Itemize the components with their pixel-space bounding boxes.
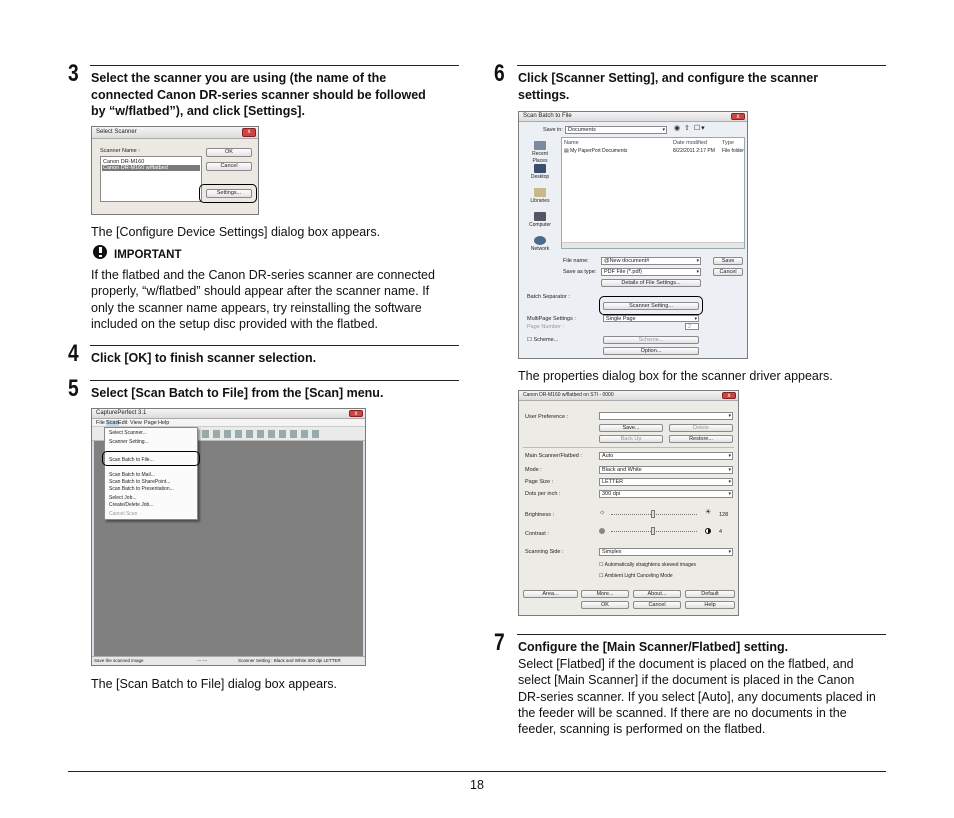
menu-item-scan-batch-to-sharepoint[interactable]: Scan Batch to SharePoint... <box>109 479 171 485</box>
scanning-side-select[interactable]: Simplex ▾ <box>599 548 733 556</box>
step-6-number: 6 <box>494 60 505 87</box>
step-5-heading: Select [Scan Batch to File] from the [Scan] menu. <box>91 386 384 400</box>
scanner-setting-highlight <box>599 296 703 315</box>
step-7-number: 7 <box>494 629 505 656</box>
menu-file[interactable]: File <box>96 420 105 426</box>
file-name-input[interactable]: @New document# ▾ <box>601 257 701 265</box>
scanner-list-item-selected: Canon DR-M160 w/flatbed <box>102 165 200 171</box>
captureperfect-screenshot: CapturePerfect 3.1 x File Scan Edit View Page Help Select Scanner... Scanner Setting... Scan Batch to File... Scan Batch to Mail... Scan Batch to SharePoint... Scan Batch to Presentation... Select Job... Create/Delete Job... Cancel Scan Save the scanned image --- --- Scanner Setting : Black and White 300 dpi LETTER <box>91 408 366 666</box>
mode-select[interactable]: Black and White ▾ <box>599 466 733 474</box>
brightness-high-icon: ☀ <box>705 509 712 516</box>
scan-batch-screenshot: Scan Batch to File x Save in: Documents ▾ ◉ ⇧ ☐▾ Recent Places Desktop Libraries Computer Network Name Date modified Type ▤ My PaperPort Documents 8/22/2011 2:17 PM File folder File name: @New document# ▾ Save as type: PDF File (*.pdf) ▾ Save Cancel Details of File Settings... Batch Separator : Scanner Setting... MultiPage Settings : Single Page ▾ Page Number : 2 ☐ Scheme... Scheme... Option... <box>518 111 748 359</box>
file-row[interactable]: ▤ My PaperPort Documents <box>564 148 628 154</box>
dpi-select[interactable]: 300 dpi ▾ <box>599 490 733 498</box>
ok-button[interactable]: OK <box>206 148 252 157</box>
step-7-body: Select [Flatbed] if the document is placed on the flatbed, and select [Main Scanner] if the document is placed in the Canon DR-series scanner. If you select [Auto], any documents placed in the feeder will be scanned. If there are no documents in the feeder, scanning is performed on the flatbed. <box>518 657 876 737</box>
menu-item-select-scanner[interactable]: Select Scanner... <box>109 430 147 436</box>
step-4-number: 4 <box>68 340 79 367</box>
option-button[interactable]: Option... <box>603 347 699 355</box>
scan-menu <box>104 427 198 520</box>
nav-icons[interactable]: ◉ ⇧ ☐▾ <box>674 125 706 132</box>
places-bar <box>522 136 558 256</box>
help-button[interactable]: Help <box>685 601 735 609</box>
scheme-button[interactable]: Scheme... <box>603 336 699 344</box>
footer-rule <box>68 771 886 772</box>
backup-button[interactable]: Back Up <box>599 435 663 443</box>
step5-rule <box>90 380 459 381</box>
scanner-setting-button[interactable]: Scanner Setting... <box>603 302 699 310</box>
step-6-result-text: The properties dialog box for the scanner driver appears. <box>518 369 833 383</box>
step7-rule <box>517 634 886 635</box>
page-size-select[interactable]: LETTER ▾ <box>599 478 733 486</box>
save-preference-button[interactable]: Save... <box>599 424 663 432</box>
save-in-select[interactable]: Documents ▾ <box>565 126 667 134</box>
menu-item-select-job[interactable]: Select Job... <box>109 495 137 501</box>
scan-batch-highlight <box>102 451 200 466</box>
cancel-button[interactable]: Cancel <box>206 162 252 171</box>
menu-item-scan-batch-to-presentation[interactable]: Scan Batch to Presentation... <box>109 486 174 492</box>
desktop-icon[interactable]: Desktop <box>525 164 555 181</box>
step-3-number: 3 <box>68 60 79 87</box>
page-number-input[interactable]: 2 <box>685 323 699 330</box>
more-button[interactable]: More... <box>581 590 629 598</box>
menu-item-scan-batch-to-mail[interactable]: Scan Batch to Mail... <box>109 472 155 478</box>
ok-button[interactable]: OK <box>581 601 629 609</box>
computer-icon[interactable]: Computer <box>525 212 555 229</box>
step-4-heading: Click [OK] to finish scanner selection. <box>91 351 317 365</box>
contrast-high-icon <box>705 528 711 534</box>
important-icon <box>93 245 107 259</box>
contrast-low-icon <box>599 528 605 534</box>
default-button[interactable]: Default <box>685 590 735 598</box>
scanner-list-item: Canon DR-M160 <box>103 159 145 165</box>
settings-button[interactable]: Settings... <box>206 189 252 198</box>
select-scanner-screenshot: Select Scanner x Scanner Name : Canon DR-M160 Canon DR-M160 w/flatbed OK Cancel Settings... <box>91 126 259 215</box>
contrast-thumb[interactable] <box>651 527 655 535</box>
step4-rule <box>90 345 459 346</box>
save-button[interactable]: Save <box>713 257 743 265</box>
scheme-checkbox[interactable]: ☐ Scheme... <box>527 337 559 343</box>
menu-edit[interactable]: Edit <box>118 420 128 426</box>
scanner-list[interactable] <box>100 156 202 202</box>
menu-page[interactable]: Page <box>144 420 157 426</box>
page-number: 18 <box>470 778 484 792</box>
step-6-heading: Click [Scanner Setting], and configure the scanner settings. <box>518 71 819 102</box>
libraries-icon[interactable]: Libraries <box>525 188 555 205</box>
delete-button[interactable]: Delete <box>669 424 733 432</box>
ambient-light-checkbox[interactable]: ☐ Ambient Light Canceling Mode <box>599 573 673 579</box>
cancel-button[interactable]: Cancel <box>713 268 743 276</box>
step-5-number: 5 <box>68 375 79 402</box>
save-type-select[interactable]: PDF File (*.pdf) ▾ <box>601 268 701 276</box>
file-list[interactable]: Name Date modified Type ▤ My PaperPort Documents 8/22/2011 2:17 PM File folder <box>561 137 745 249</box>
menu-item-cancel-scan: Cancel Scan <box>109 511 138 517</box>
network-icon[interactable]: Network <box>525 236 555 253</box>
step3-rule <box>90 65 459 66</box>
menu-view[interactable]: View <box>130 420 142 426</box>
menu-item-scan-batch-to-file[interactable]: Scan Batch to File... <box>109 457 154 463</box>
recent-places-icon[interactable]: Recent Places <box>525 141 555 165</box>
status-bar: Save the scanned image --- --- Scanner Setting : Black and White 300 dpi LETTER <box>92 656 365 665</box>
user-preference-select[interactable]: ▾ <box>599 412 733 420</box>
menubar <box>92 419 365 427</box>
horizontal-scrollbar[interactable] <box>562 242 744 248</box>
main-scanner-flatbed-select[interactable]: Auto ▾ <box>599 452 733 460</box>
area-button[interactable]: Area... <box>523 590 578 598</box>
brightness-thumb[interactable] <box>651 510 655 518</box>
about-button[interactable]: About... <box>633 590 681 598</box>
menu-item-scanner-setting[interactable]: Scanner Setting... <box>109 439 149 445</box>
step-3-heading: Select the scanner you are using (the name of the connected Canon DR-series scanner should be followed by “w/flatbed”), and click [Settings]. <box>91 71 426 118</box>
menu-help[interactable]: Help <box>158 420 170 426</box>
details-file-settings-button[interactable]: Details of File Settings... <box>601 279 701 287</box>
straighten-checkbox[interactable]: ☐ Automatically straightens skewed images <box>599 562 697 568</box>
step-5-result-text: The [Scan Batch to File] dialog box appears. <box>91 677 337 691</box>
restore-button[interactable]: Restore... <box>669 435 733 443</box>
brightness-low-icon: ☼ <box>599 509 606 516</box>
step-7-heading: Configure the [Main Scanner/Flatbed] setting. <box>518 640 789 654</box>
menu-scan[interactable]: Scan <box>106 420 119 426</box>
important-label: IMPORTANT <box>114 249 182 261</box>
cancel-button[interactable]: Cancel <box>633 601 681 609</box>
driver-properties-screenshot: Canon DR-M160 w/flatbed on STI - 0000 x User Preference : ▾ Save... Delete Back Up Restore... Main Scanner/Flatbed : Auto ▾ Mode : Black and White ▾ Page Size : LETTER ▾ Dots per inch : 300 dpi ▾ Brightness : ☼ ☀ 128 Contrast : 4 Scanning Side : Simplex ▾ ☐ Automatically straightens skewed images ☐ Ambient Light Canceling Mode Area... More... About... Default OK Cancel Help <box>518 390 739 616</box>
step-3-result-text: The [Configure Device Settings] dialog box appears. <box>91 225 381 239</box>
step6-rule <box>517 65 886 66</box>
important-text: If the flatbed and the Canon DR-series scanner are connected properly, “w/flatbed” should appear after the scanner name. If only the scanner name appears, try reinstalling the software included on the setup disc provided with the flatbed. <box>91 268 435 331</box>
menu-item-create-delete-job[interactable]: Create/Delete Job... <box>109 502 154 508</box>
settings-highlight <box>199 184 257 203</box>
multipage-select[interactable]: Single Page ▾ <box>603 315 699 322</box>
